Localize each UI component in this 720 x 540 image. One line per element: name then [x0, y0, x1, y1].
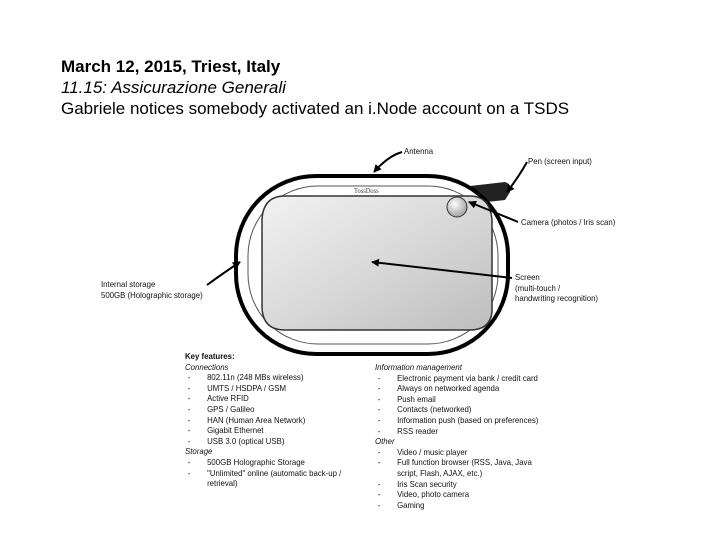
features-right-column: [375, 362, 538, 510]
antenna-label: Antenna: [404, 146, 434, 156]
list-item: - Full function browser (RSS, Java, Java: [377, 457, 532, 468]
features-left-column: [185, 351, 341, 489]
list-item: - Iris Scan security: [377, 478, 457, 489]
event-description: Gabriele notices somebody activated an i.Node account on a TSDS: [61, 99, 570, 118]
storage-label-line: Internal storage: [101, 279, 156, 289]
list-item: - Video, photo camera: [377, 489, 470, 500]
list-item: - RSS reader: [377, 425, 438, 436]
list-item-continuation: retrieval): [207, 478, 238, 489]
list-item: - Video / music player: [377, 446, 468, 457]
screen-label-line: handwriting recognition): [515, 293, 599, 303]
list-item: - Information push (based on preferences): [377, 414, 539, 425]
list-item: - HAN (Human Area Network): [187, 414, 306, 425]
camera-label: Camera (photos / Iris scan): [521, 217, 616, 227]
camera-lens: [447, 197, 467, 217]
time-place-subtitle: 11.15: Assicurazione Generali: [61, 78, 286, 97]
screen-label-line: Screen: [515, 272, 540, 282]
list-item: - Gigabit Ethernet: [187, 425, 264, 436]
list-item: - "Unlimited" online (automatic back-up /: [187, 467, 342, 478]
information-heading: Information management: [375, 362, 462, 372]
storage-label: [101, 279, 203, 300]
other-heading: Other: [375, 436, 395, 447]
antenna-arrow: [374, 152, 402, 172]
list-item: - 500GB Holographic Storage: [187, 456, 305, 467]
list-item: - Always on networked agenda: [377, 383, 500, 394]
connections-heading: Connections: [185, 361, 229, 372]
features-title: Key features:: [185, 351, 235, 361]
pen-arrow: [507, 162, 527, 192]
storage-label-line: 500GB (Holographic storage): [101, 289, 203, 300]
list-item-continuation: script, Flash, AJAX, etc.): [397, 467, 483, 478]
storage-heading: Storage: [185, 446, 213, 457]
list-item: - Push email: [377, 393, 436, 404]
list-item: - USB 3.0 (optical USB): [187, 435, 285, 446]
device-brand: TossDoss: [354, 187, 379, 195]
list-item: - UMTS / HSDPA / GSM: [187, 382, 287, 393]
screen-label-line: (multi-touch /: [515, 282, 561, 293]
pen-label: Pen (screen input): [528, 156, 592, 166]
list-item: - Active RFID: [187, 393, 249, 404]
list-item: - GPS / Galileo: [187, 403, 255, 414]
list-item: - 802.11n (248 MBs wireless): [187, 372, 304, 383]
date-location-line: March 12, 2015, Triest, Italy: [61, 57, 281, 76]
list-item: - Electronic payment via bank / credit card: [377, 372, 538, 383]
list-item: - Contacts (networked): [377, 404, 472, 415]
list-item: - Gaming: [377, 499, 425, 510]
screen-label: [515, 272, 598, 304]
